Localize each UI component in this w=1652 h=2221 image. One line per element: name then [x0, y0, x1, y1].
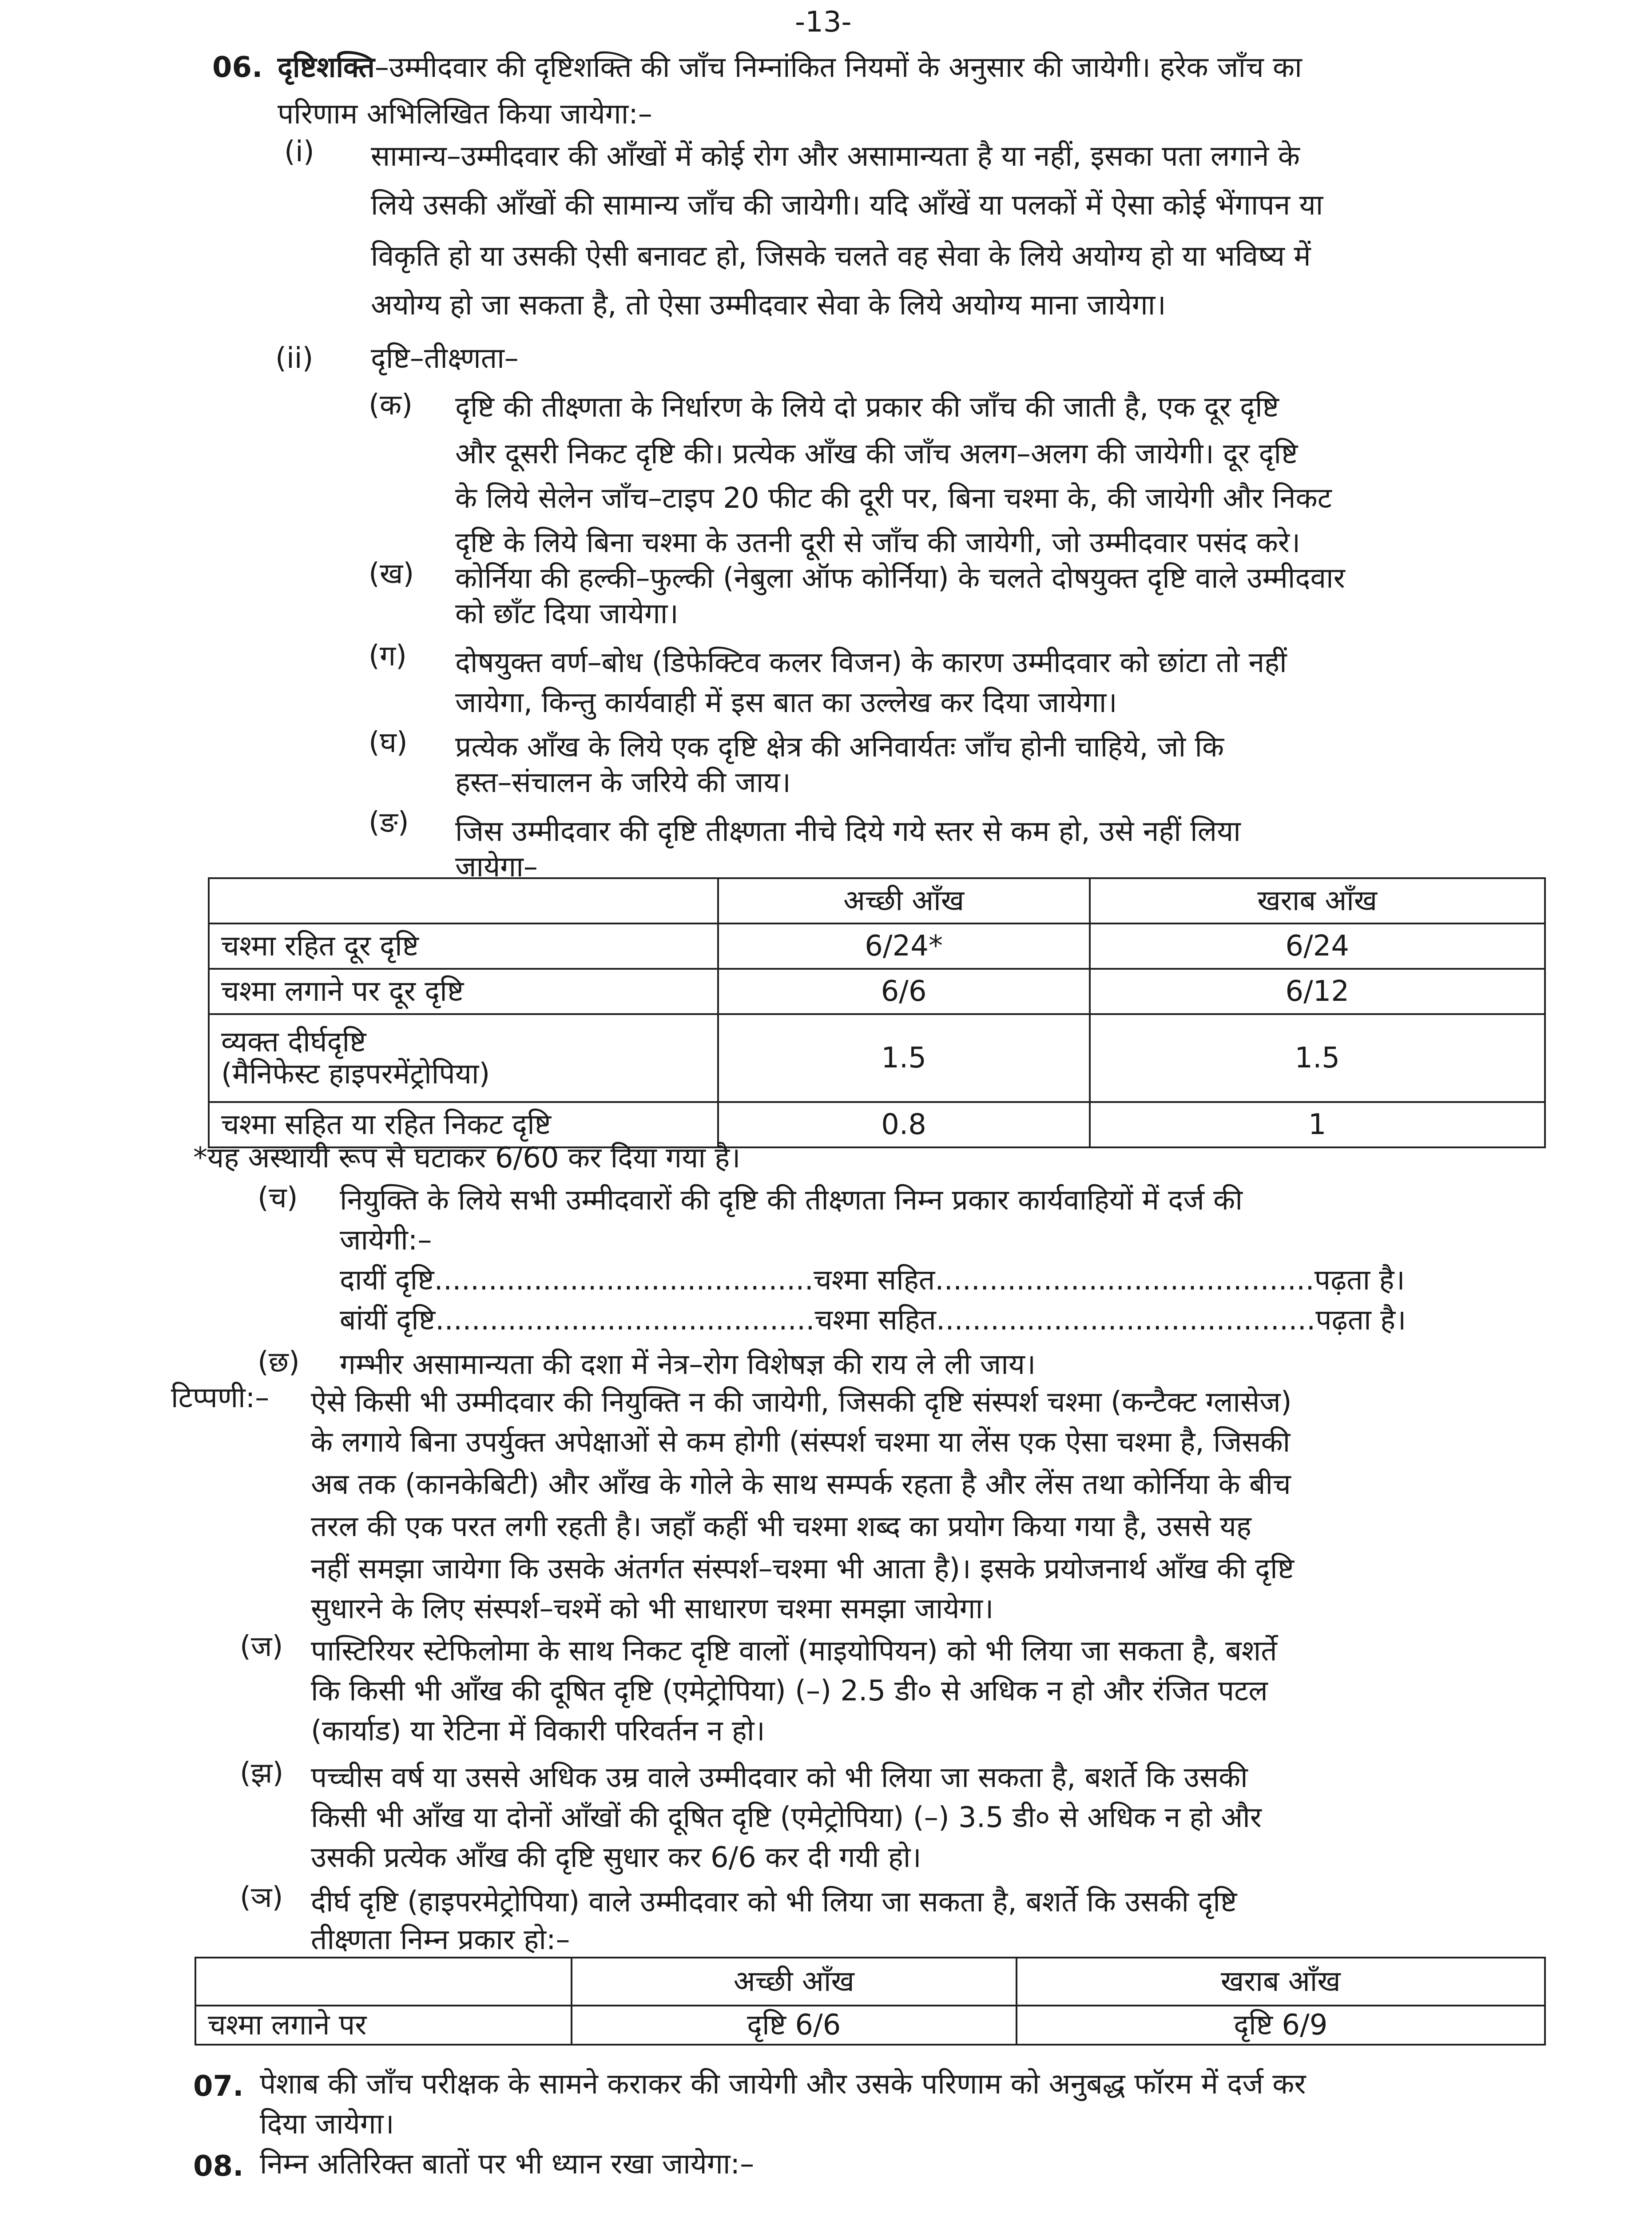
section-06-title: दृष्टिशक्ति	[278, 51, 375, 84]
table-row-label: चश्मा लगाने पर	[195, 2006, 572, 2045]
section-07-line: पेशाब की जाँच परीक्षक के सामने कराकर की जायेगी और उसके परिणाम को अनुबद्ध फॉरम में दर्ज कर	[260, 2068, 1306, 2101]
visual-acuity-table	[208, 877, 1546, 1148]
left-eye-record: बांयीं दृष्टि..........................................चश्मा सहित..........................................पढ़ता है।	[340, 1304, 1406, 1337]
section-06-number: 06.	[212, 51, 263, 84]
section-06-intro-line-1: –उम्मीदवार की दृष्टिशक्ति की जाँच निम्नांकित नियमों के अनुसार की जायेगी। हरेक जाँच का	[374, 51, 1302, 84]
item-nya-marker: (ञ)	[240, 1881, 283, 1914]
item-ka-line: दृष्टि की तीक्ष्णता के निर्धारण के लिये दो प्रकार की जाँच की जाती है, एक दूर दृष्टि	[455, 391, 1279, 424]
item-cha-marker: (च)	[258, 1182, 298, 1214]
table-row	[209, 1102, 1545, 1147]
item-jha-marker: (झ)	[240, 1757, 284, 1790]
table-cell-bad-eye: 1.5	[1090, 1014, 1545, 1102]
table-header-row	[195, 1958, 1545, 2006]
item-ja-line: कि किसी भी आँख की दूषित दृष्टि (एमेट्रोपिया) (–) 2.5 डी० से अधिक न हो और रंजित पटल	[311, 1675, 1268, 1708]
table-header-cell: खराब आँख	[1017, 1958, 1545, 2006]
item-ka-line: दृष्टि के लिये बिना चश्मा के उतनी दूरी से जाँच की जायेगी, जो उम्मीदवार पसंद करे।	[455, 526, 1301, 559]
note-line: के लगाये बिना उपर्युक्त अपेक्षाओं से कम होगी (संस्पर्श चश्मा या लेंस एक ऐसा चश्मा है, जिसकी	[311, 1426, 1291, 1459]
note-line: सुधारने के लिए संस्पर्श–चश्में को भी साधारण चश्मा समझा जायेगा।	[311, 1592, 994, 1625]
item-kha-line: को छाँट दिया जायेगा।	[455, 597, 679, 630]
item-nga-line: जायेगा–	[455, 851, 538, 884]
table-row-label	[209, 1014, 718, 1102]
item-nya-line: तीक्ष्णता निम्न प्रकार हो:–	[311, 1923, 570, 1956]
section-07-number: 07.	[193, 2070, 244, 2103]
item-cha-line: नियुक्ति के लिये सभी उम्मीदवारों की दृष्टि की तीक्ष्णता निम्न प्रकार कार्यवाहियों में दर्ज की	[340, 1184, 1243, 1217]
item-gha-marker: (घ)	[369, 726, 408, 759]
table-cell-bad-eye: 6/12	[1090, 969, 1545, 1014]
note-line: नहीं समझा जायेगा कि उसके अंतर्गत संस्पर्श–चश्मा भी आता है)। इसके प्रयोजनार्थ आँख की दृष्टि	[311, 1552, 1295, 1585]
table-row	[209, 923, 1545, 969]
item-jha-line: पच्चीस वर्ष या उससे अधिक उम्र वाले उम्मीदवार को भी लिया जा सकता है, बशर्ते कि उसकी	[311, 1761, 1248, 1794]
section-08-number: 08.	[193, 2150, 244, 2183]
item-gha-line: हस्त–संचालन के जरिये की जाय।	[455, 766, 791, 799]
table-row	[209, 969, 1545, 1014]
table-cell-good-eye: 6/24*	[718, 923, 1090, 969]
table-row-label: चश्मा रहित दूर दृष्टि	[209, 923, 718, 969]
item-i-line: अयोग्य हो जा सकता है, तो ऐसा उम्मीदवार सेवा के लिये अयोग्य माना जायेगा।	[371, 289, 1166, 322]
item-ga-marker: (ग)	[369, 640, 407, 673]
table-header-cell	[209, 878, 718, 923]
item-ka-marker: (क)	[369, 389, 413, 422]
item-jha-line: किसी भी आँख या दोनों आँखों की दूषित दृष्टि (एमेट्रोपिया) (–) 3.5 डी० से अधिक न हो और	[311, 1801, 1262, 1834]
hypermetropia-table	[195, 1957, 1546, 2046]
item-ii-marker: (ii)	[275, 342, 314, 375]
item-ga-line: दोषयुक्त वर्ण–बोध (डिफेक्टिव कलर विजन) के कारण उम्मीदवार को छांटा तो नहीं	[455, 646, 1287, 679]
table-cell-bad-eye: 1	[1090, 1102, 1545, 1147]
item-chha-marker: (छ)	[258, 1346, 300, 1379]
item-i-marker: (i)	[284, 135, 314, 168]
table-footnote: *यह अस्थायी रूप से घटाकर 6/60 कर दिया गया है।	[193, 1142, 741, 1174]
table-row-label: चश्मा लगाने पर दूर दृष्टि	[209, 969, 718, 1014]
item-jha-line: उसकी प्रत्येक आँख की दृष्टि सुधार कर 6/6 कर दी गयी हो।	[311, 1841, 921, 1874]
section-06-intro	[278, 53, 1302, 82]
item-i-line: विकृति हो या उसकी ऐसी बनावट हो, जिसके चलते वह सेवा के लिये अयोग्य हो या भविष्य में	[371, 240, 1311, 273]
item-kha-marker: (ख)	[369, 557, 414, 590]
page-number: -13-	[795, 6, 852, 39]
table-header-cell: अच्छी आँख	[572, 1958, 1017, 2006]
table-row	[209, 1014, 1545, 1102]
table-cell-good-eye: 0.8	[718, 1102, 1090, 1147]
table-row	[195, 2006, 1545, 2045]
section-06-intro-line-2: परिणाम अभिलिखित किया जायेगा:–	[278, 98, 652, 131]
note-line: अब तक (कानकेबिटी) और आँख के गोले के साथ सम्पर्क रहता है और लेंस तथा कोर्निया के बीच	[311, 1468, 1291, 1501]
item-nga-line: जिस उम्मीदवार की दृष्टि तीक्ष्णता नीचे दिये गये स्तर से कम हो, उसे नहीं लिया	[455, 815, 1241, 848]
item-kha-line: कोर्निया की हल्की–फुल्की (नेबुला ऑफ कोर्निया) के चलते दोषयुक्त दृष्टि वाले उम्मीदवार	[455, 562, 1345, 595]
item-ja-line: (कार्याड) या रेटिना में विकारी परिवर्तन न हो।	[311, 1715, 765, 1747]
table-row-label: चश्मा सहित या रहित निकट दृष्टि	[209, 1102, 718, 1147]
table-header-row	[209, 878, 1545, 923]
table-cell-good-eye: 1.5	[718, 1014, 1090, 1102]
note-line: तरल की एक परत लगी रहती है। जहाँ कहीं भी चश्मा शब्द का प्रयोग किया गया है, उससे यह	[311, 1510, 1251, 1543]
item-ja-line: पास्टिरियर स्टेफिलोमा के साथ निकट दृष्टि वालों (माइयोपियन) को भी लिया जा सकता है, बशर्ते	[311, 1635, 1277, 1668]
table-header-cell: अच्छी आँख	[718, 878, 1090, 923]
note-label: टिप्पणी:–	[171, 1381, 270, 1414]
item-ii-title: दृष्टि–तीक्ष्णता–	[371, 342, 519, 375]
item-ka-line: और दूसरी निकट दृष्टि की। प्रत्येक आँख की जाँच अलग–अलग की जायेगी। दूर दृष्टि	[455, 438, 1298, 470]
item-cha-line: जायेगी:–	[340, 1224, 432, 1257]
section-08-text: निम्न अतिरिक्त बातों पर भी ध्यान रखा जायेगा:–	[260, 2148, 755, 2181]
item-ga-line: जायेगा, किन्तु कार्यवाही में इस बात का उल्लेख कर दिया जायेगा।	[455, 686, 1117, 719]
item-nga-marker: (ङ)	[369, 806, 409, 839]
item-nya-line: दीर्घ दृष्टि (हाइपरमेट्रोपिया) वाले उम्मीदवार को भी लिया जा सकता है, बशर्ते कि उसकी दृष्टि	[311, 1886, 1237, 1918]
table-cell-good-eye: दृष्टि 6/6	[572, 2006, 1017, 2045]
table-cell-bad-eye: दृष्टि 6/9	[1017, 2006, 1545, 2045]
table-row-label-line: व्यक्त दीर्घदृष्टि	[221, 1026, 366, 1059]
table-cell-bad-eye: 6/24	[1090, 923, 1545, 969]
item-gha-line: प्रत्येक आँख के लिये एक दृष्टि क्षेत्र की अनिवार्यतः जाँच होनी चाहिये, जो कि	[455, 731, 1224, 764]
item-i-line: लिये उसकी आँखों की सामान्य जाँच की जायेगी। यदि आँखें या पलकों में ऐसा कोई भेंगापन या	[371, 189, 1323, 222]
table-header-cell: खराब आँख	[1090, 878, 1545, 923]
table-row-label-line: (मैनिफेस्ट हाइपरमेंट्रोपिया)	[221, 1058, 490, 1091]
item-i-line: सामान्य–उम्मीदवार की आँखों में कोई रोग और असामान्यता है या नहीं, इसका पता लगाने के	[371, 140, 1300, 173]
item-ka-line: के लिये सेलेन जाँच–टाइप 20 फीट की दूरी पर, बिना चश्मा के, की जायेगी और निकट	[455, 482, 1332, 515]
table-cell-good-eye: 6/6	[718, 969, 1090, 1014]
item-ja-marker: (ज)	[240, 1630, 283, 1663]
note-line: ऐसे किसी भी उम्मीदवार की नियुक्ति न की जायेगी, जिसकी दृष्टि संस्पर्श चश्मा (कन्टैक्ट ग्लासेज)	[311, 1386, 1292, 1419]
item-chha-text: गम्भीर असामान्यता की दशा में नेत्र–रोग विशेषज्ञ की राय ले ली जाय।	[340, 1348, 1036, 1381]
right-eye-record: दायीं दृष्टि..........................................चश्मा सहित..........................................पढ़ता है।	[340, 1264, 1405, 1297]
section-07-line: दिया जायेगा।	[260, 2108, 394, 2141]
table-header-cell	[195, 1958, 572, 2006]
